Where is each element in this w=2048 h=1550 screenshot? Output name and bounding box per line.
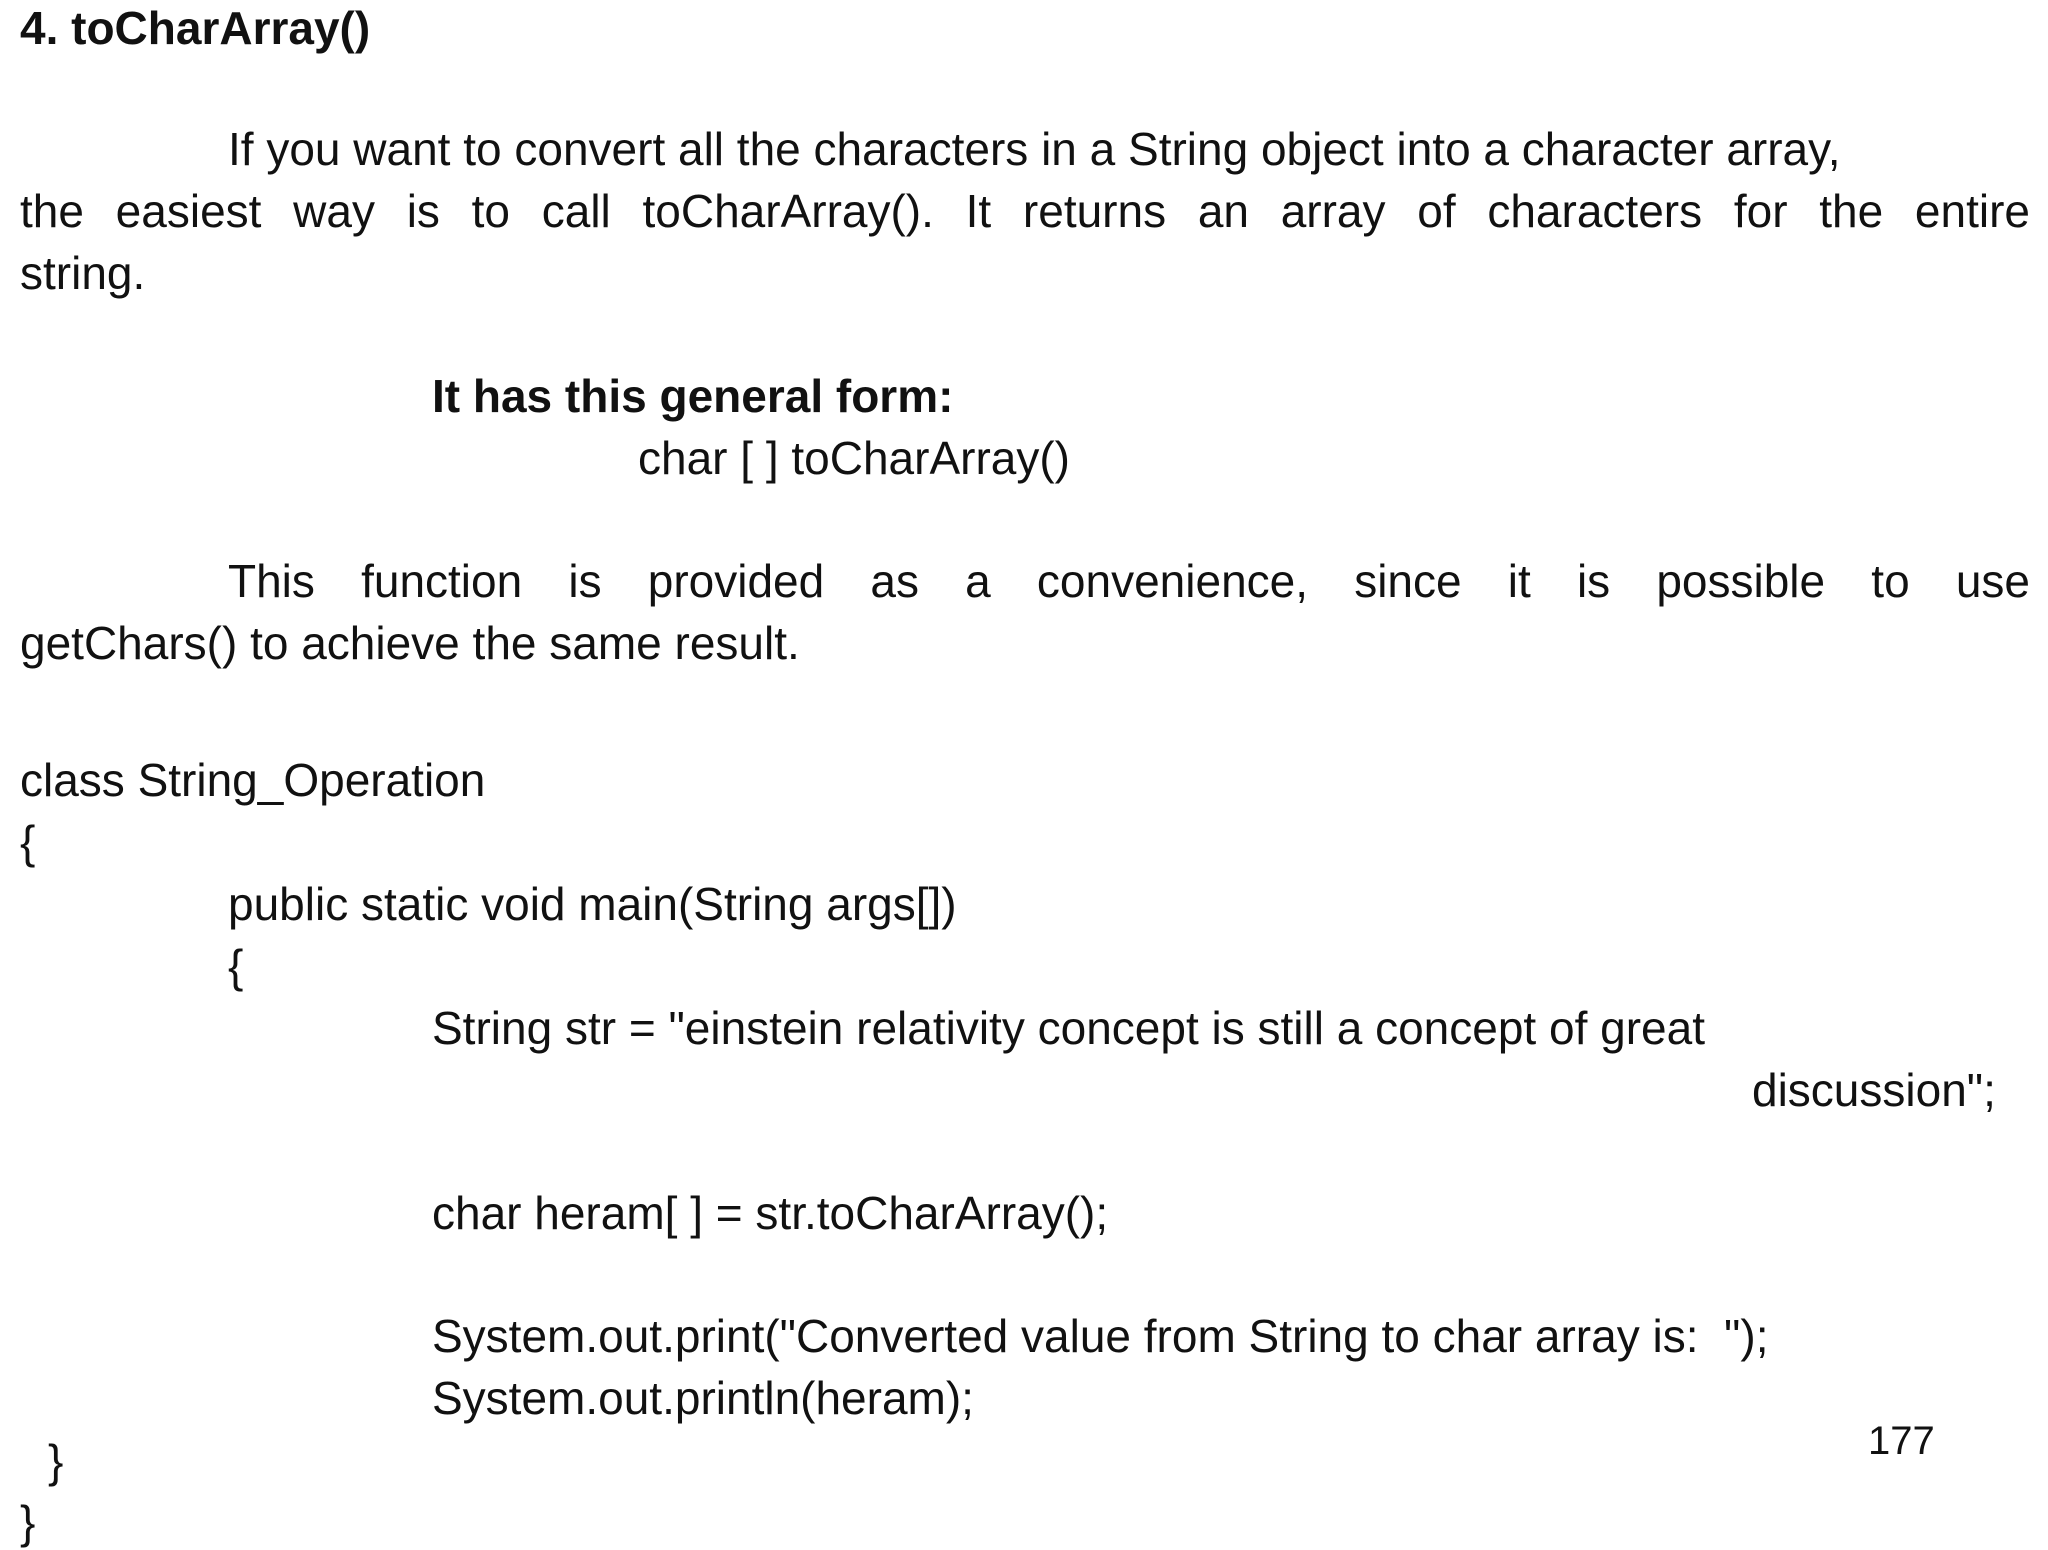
intro-line-2: the easiest way is to call toCharArray(). It returns an array of characters for the entire — [20, 185, 2030, 237]
code-line: class String_Operation — [20, 754, 486, 806]
code-line: { — [228, 940, 244, 992]
code-line: public static void main(String args[]) — [228, 878, 957, 930]
intro-line-3: string. — [20, 247, 146, 299]
intro-line-1: If you want to convert all the characters in a String object into a character array, — [228, 123, 1841, 175]
code-line: } — [48, 1435, 64, 1487]
code-line: discussion"; — [1752, 1064, 1996, 1116]
code-line: String str = "einstein relativity concept is still a concept of great — [432, 1002, 1705, 1054]
general-form-signature: char [ ] toCharArray() — [638, 432, 1070, 484]
code-line: } — [20, 1496, 36, 1548]
code-line: char heram[ ] = str.toCharArray(); — [432, 1187, 1109, 1239]
note-line-1: This function is provided as a convenience, since it is possible to use — [228, 555, 2030, 607]
page-number: 177 — [1868, 1419, 1935, 1463]
general-form-label: It has this general form: — [432, 370, 954, 422]
note-line-2: getChars() to achieve the same result. — [20, 617, 800, 669]
section-heading: 4. toCharArray() — [20, 2, 371, 54]
code-line: System.out.print("Converted value from String to char array is: "); — [432, 1310, 1769, 1362]
code-line: { — [20, 816, 36, 868]
code-line: System.out.println(heram); — [432, 1372, 974, 1424]
